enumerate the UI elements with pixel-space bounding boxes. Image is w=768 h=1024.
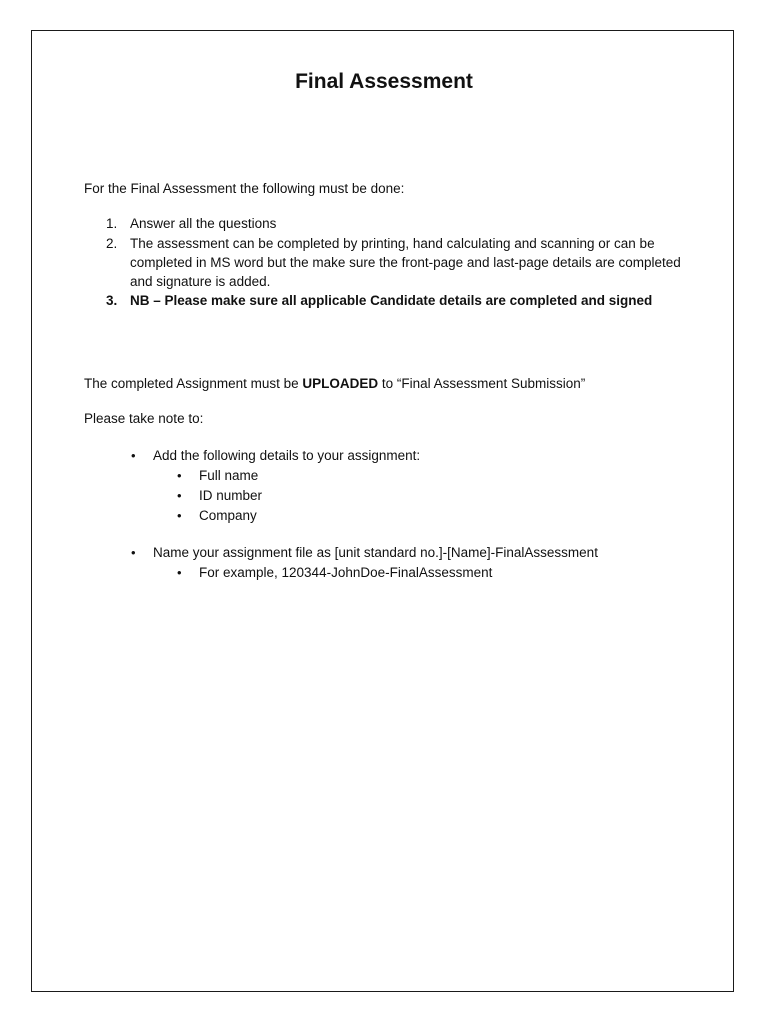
step-number: 3. — [106, 293, 118, 308]
sub-bullet-text: Full name — [199, 468, 259, 483]
sub-bullet-text: For example, 120344-JohnDoe-FinalAssessment — [199, 565, 493, 580]
bullet-icon: • — [177, 508, 182, 523]
step-item-3 — [84, 291, 704, 310]
sub-bullet-text: ID number — [199, 488, 263, 503]
step-text: Answer all the questions — [130, 216, 277, 231]
step-number: 2. — [106, 236, 118, 251]
sub-bullet-text: Company — [199, 508, 257, 523]
bullet-icon: • — [177, 565, 182, 580]
upload-instruction — [84, 374, 585, 393]
note-heading: Please take note to: — [84, 411, 204, 426]
upload-text-before: The completed Assignment must be — [84, 376, 303, 391]
bullet-text: Add the following details to your assignment: — [153, 448, 421, 463]
step-item-1 — [84, 214, 704, 233]
document-title: Final Assessment — [295, 70, 473, 93]
upload-text-after: to “Final Assessment Submission” — [378, 376, 586, 391]
bullet-icon: • — [131, 448, 136, 463]
step-text: The assessment can be completed by printing, hand calculating and scanning or can be completed in MS word but the make sure the front-page and last-page details are completed and signature is added. — [130, 236, 681, 289]
upload-emphasis: UPLOADED — [302, 376, 379, 391]
page-border — [31, 30, 734, 992]
step-text: NB – Please make sure all applicable Candidate details are completed and signed — [130, 293, 653, 308]
intro-text: For the Final Assessment the following must be done: — [84, 181, 405, 196]
bullet-icon: • — [131, 545, 136, 560]
bullet-icon: • — [177, 488, 182, 503]
bullet-text: Name your assignment file as [unit standard no.]-[Name]-FinalAssessment — [153, 545, 598, 560]
bullet-icon: • — [177, 468, 182, 483]
step-item-2 — [84, 234, 704, 291]
step-number: 1. — [106, 216, 118, 231]
